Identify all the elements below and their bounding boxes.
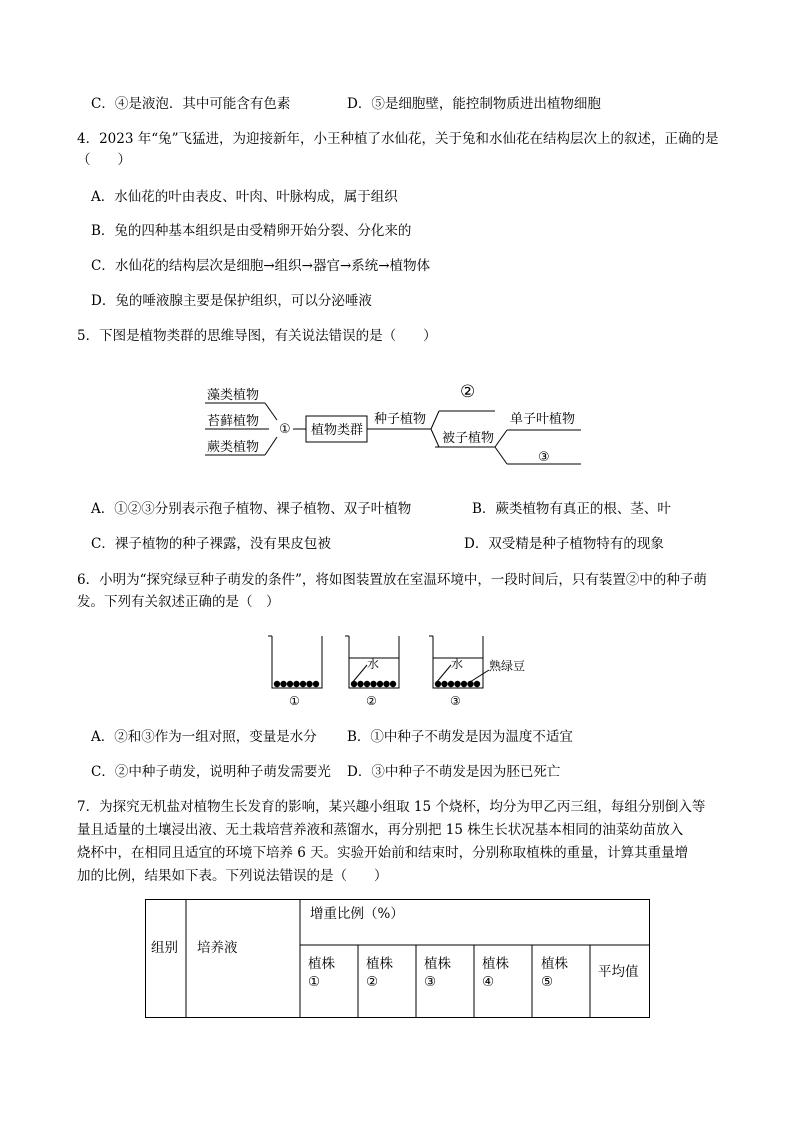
mark-3: ③ bbox=[538, 450, 550, 465]
q7-stem-line1: 7．为探究无机盐对植物生长发育的影响，某兴趣小组取 15 个烧杯，均分为甲乙丙三组，每组分别倒入等 bbox=[77, 799, 706, 815]
germination-setup-figure bbox=[262, 632, 542, 712]
q3-option-c: C．④是液泡．其中可能含有色素 bbox=[91, 96, 291, 112]
q5-option-b: B．蕨类植物有真正的根、茎、叶 bbox=[472, 501, 671, 517]
fern-label: 蕨类植物 bbox=[207, 440, 260, 455]
header-weight-ratio: 增重比例（%） bbox=[310, 906, 404, 922]
q3-option-d: D．⑤是细胞壁，能控制物质进出植物细胞 bbox=[347, 96, 601, 112]
q7-stem-line4: 加的比例，结果如下表。下列说法错误的是（ ） bbox=[77, 868, 388, 884]
q4-stem-line2: （ ） bbox=[77, 152, 131, 168]
water-label-3: 水 bbox=[451, 657, 464, 671]
q6-option-c: C．②中种子萌发，说明种子萌发需要光 bbox=[91, 764, 331, 780]
water-label-2: 水 bbox=[367, 657, 380, 671]
q6-option-b: B．①中种子不萌发是因为温度不适宜 bbox=[347, 729, 573, 745]
q5-stem: 5．下图是植物类群的思维导图，有关说法错误的是（ ） bbox=[77, 328, 437, 344]
angiosperm-label: 被子植物 bbox=[442, 431, 495, 446]
header-plant-1: 植株 ① bbox=[308, 956, 335, 990]
q6-option-a: A．②和③作为一组对照，变量是水分 bbox=[91, 729, 317, 745]
mark-2: ② bbox=[460, 382, 476, 402]
q4-option-c: C．水仙花的结构层次是细胞→组织→器官→系统→植物体 bbox=[91, 258, 431, 274]
plant-groups-label: 植物类群 bbox=[311, 423, 364, 438]
mark-1: ① bbox=[279, 422, 291, 437]
q4-option-b: B．兔的四种基本组织是由受精卵开始分裂、分化来的 bbox=[91, 223, 412, 239]
q6-stem-line2: 发。下列有关叙述正确的是（ ） bbox=[77, 594, 280, 610]
header-plant-3: 植株 ③ bbox=[424, 956, 451, 990]
q5-option-a: A．①②③分别表示孢子植物、裸子植物、双子叶植物 bbox=[91, 501, 412, 517]
header-plant-5: 植株 ⑤ bbox=[541, 956, 568, 990]
algae-label: 藻类植物 bbox=[207, 388, 260, 403]
header-plant-4: 植株 ④ bbox=[482, 956, 509, 990]
results-table bbox=[145, 899, 650, 1018]
header-average: 平均值 bbox=[598, 964, 639, 980]
monocot-label: 单子叶植物 bbox=[510, 412, 576, 427]
header-plant-2: 植株 ② bbox=[366, 956, 393, 990]
q7-stem-line3: 烧杯中，在相同且适宜的环境下培养 6 天。实验开始前和结束时，分别称取植株的重量，计算其重量增 bbox=[77, 845, 689, 861]
q4-option-a: A．水仙花的叶由表皮、叶肉、叶脉构成，属于组织 bbox=[91, 189, 398, 205]
q5-option-d: D．双受精是种子植物特有的现象 bbox=[464, 536, 664, 552]
beaker-label-2: ② bbox=[366, 694, 377, 708]
plant-mind-map bbox=[195, 375, 595, 473]
q4-option-d: D．兔的唾液腺主要是保护组织，可以分泌唾液 bbox=[91, 293, 372, 309]
moss-label: 苔藓植物 bbox=[207, 414, 260, 429]
q4-stem-line1: 4．2023 年“兔”飞猛进，为迎接新年，小王种植了水仙花，关于兔和水仙花在结构层次上的叙述，正确的是 bbox=[77, 131, 719, 147]
beaker-label-1: ① bbox=[289, 694, 300, 708]
q7-stem-line2: 量且适量的土壤浸出液、无土栽培营养液和蒸馏水，再分别把 15 株生长状况基本相同的油菜幼苗放入 bbox=[77, 822, 684, 838]
seed-plants-label: 种子植物 bbox=[374, 412, 427, 427]
header-medium: 培养液 bbox=[197, 940, 238, 956]
q6-option-d: D．③中种子不萌发是因为胚已死亡 bbox=[347, 764, 561, 780]
cooked-beans-label: 熟绿豆 bbox=[489, 659, 526, 673]
header-group: 组别 bbox=[151, 940, 178, 956]
beaker-label-3: ③ bbox=[450, 694, 461, 708]
q6-stem-line1: 6．小明为“探究绿豆种子萌发的条件”，将如图装置放在室温环境中，一段时间后，只有装置②中的种子萌 bbox=[77, 572, 707, 588]
q5-option-c: C．裸子植物的种子裸露，没有果皮包被 bbox=[91, 536, 331, 552]
